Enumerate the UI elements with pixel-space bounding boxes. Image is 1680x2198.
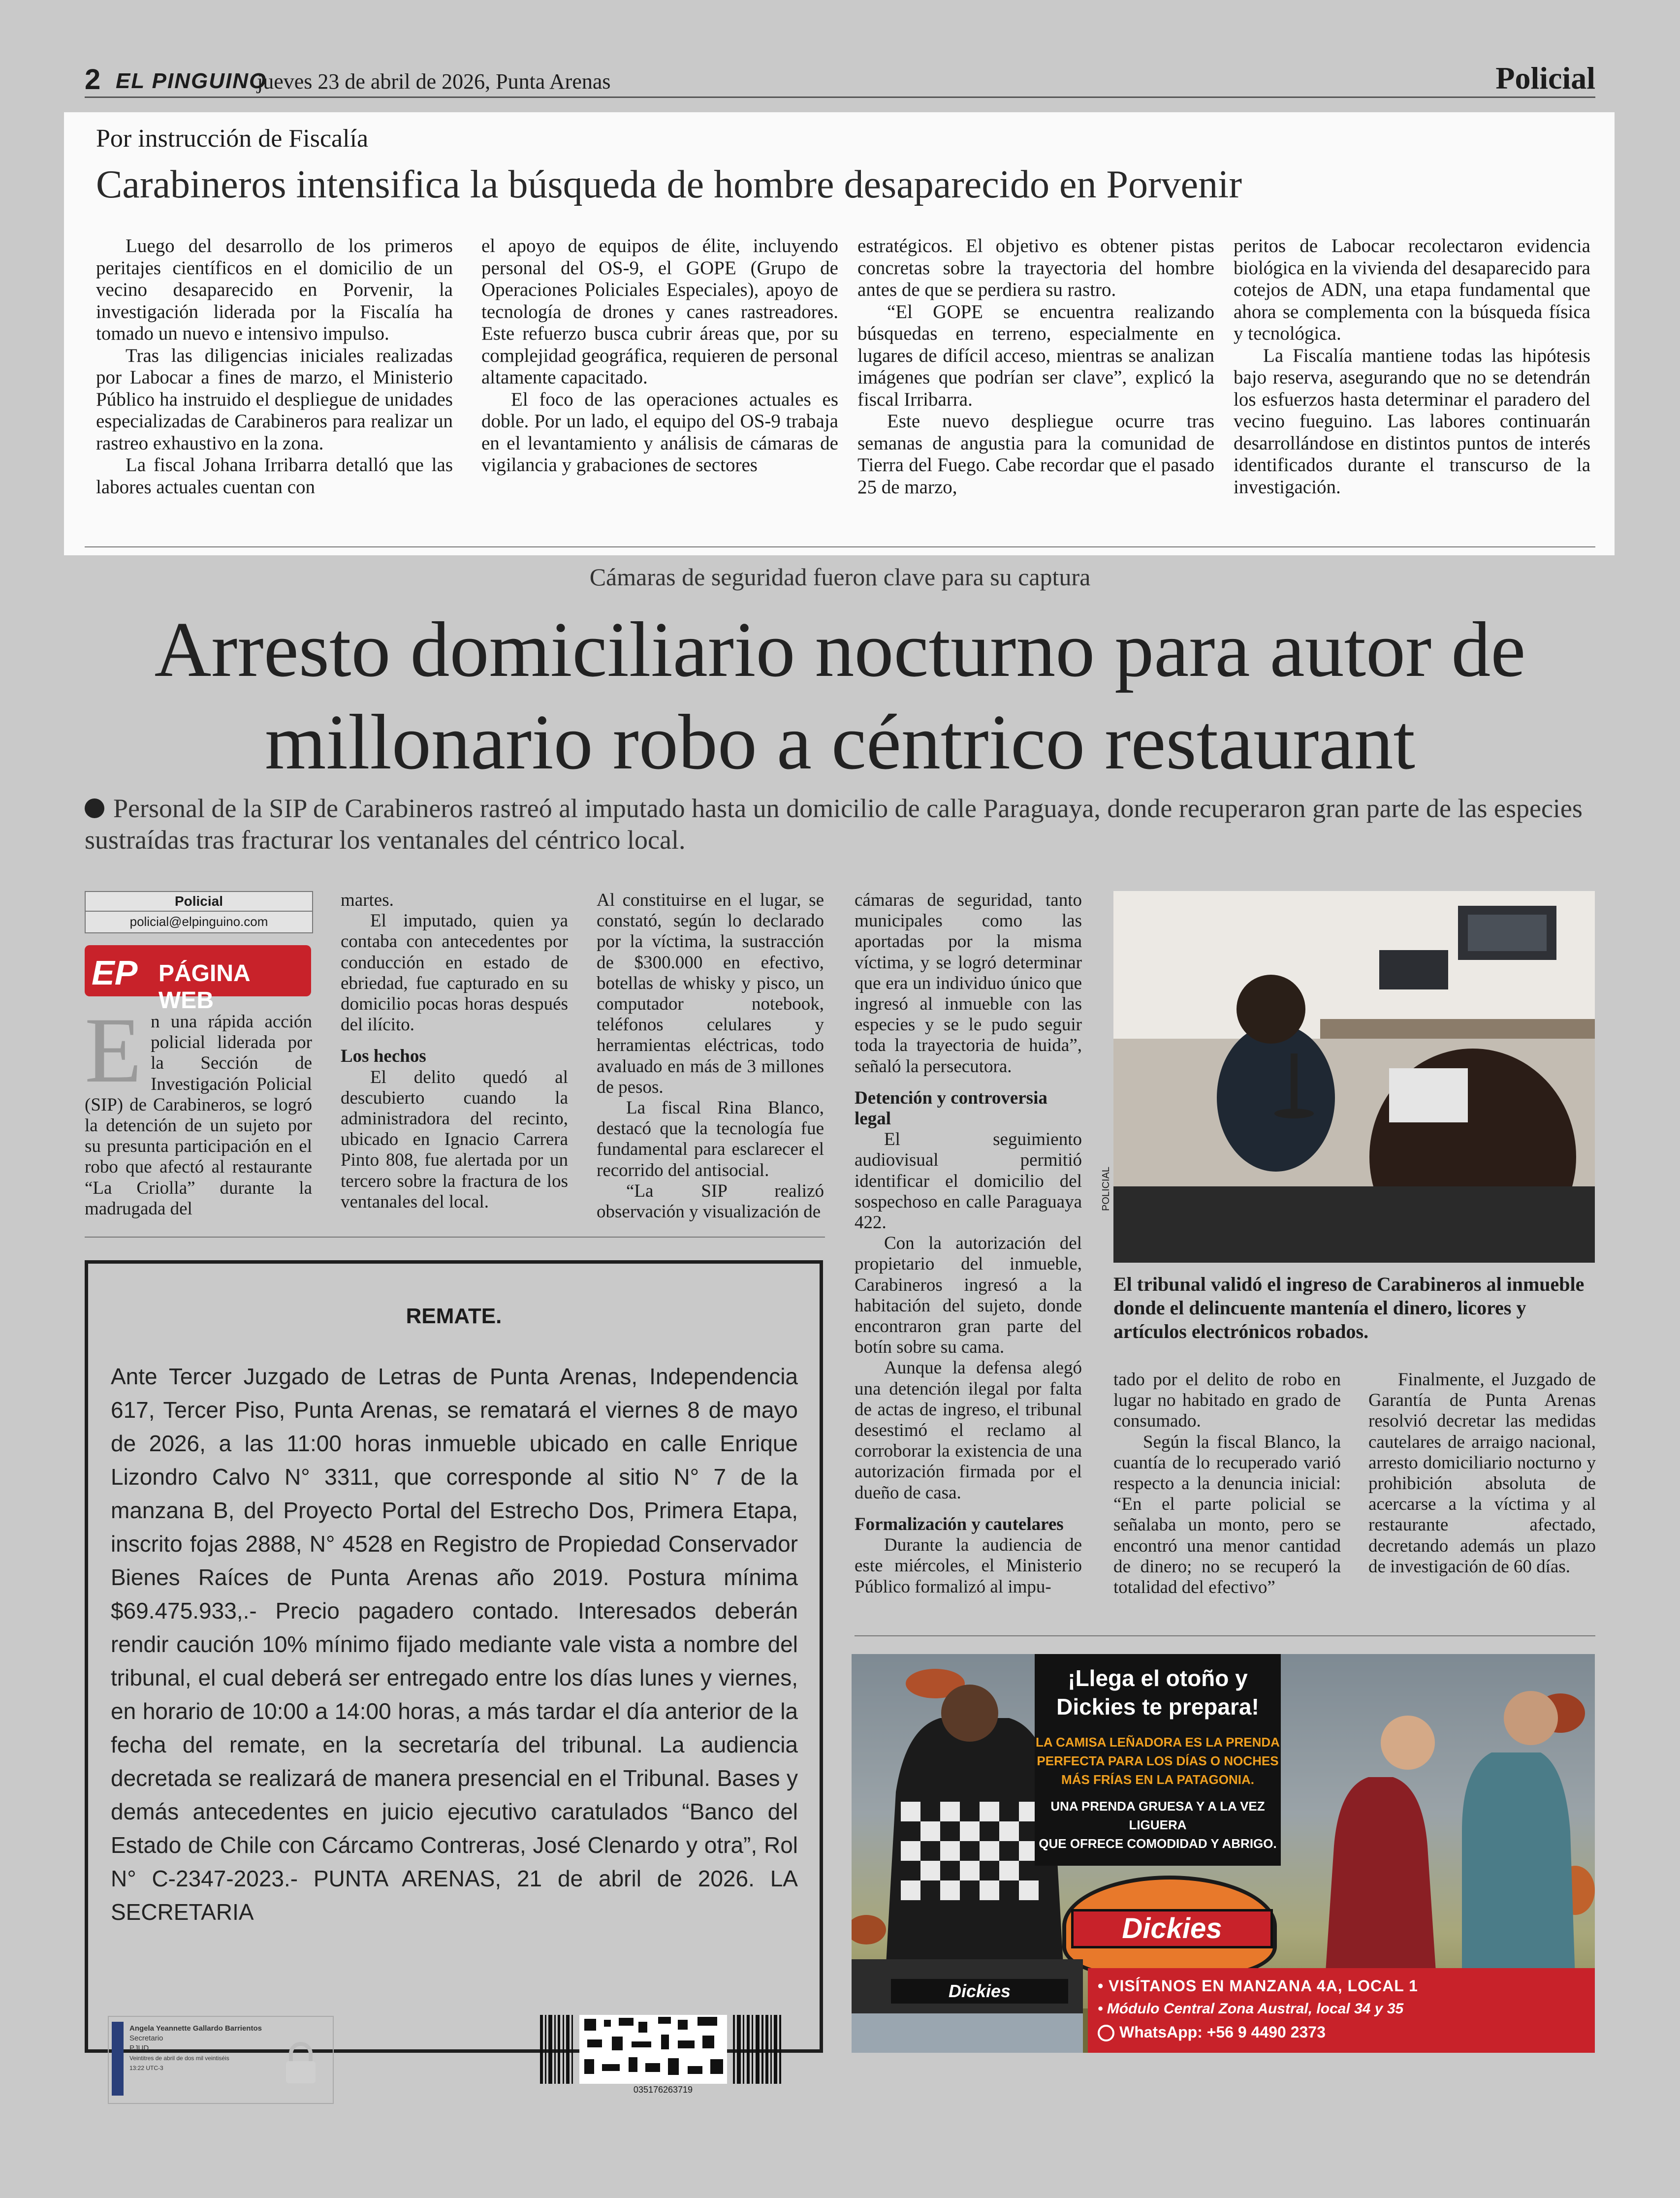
photo-credit: POLICIAL [1101, 1166, 1111, 1211]
top-article-column-4 [1234, 235, 1590, 498]
top-article-column-3 [857, 235, 1214, 498]
byline-section: Policial [86, 892, 312, 912]
main-article-headline [0, 603, 1680, 788]
paragraph: El seguimiento audiovisual permitió identificar el domicilio del sospechoso en calle Paraguaya 422. [855, 1129, 1082, 1233]
paragraph: “El GOPE se encuentra realizando búsquedas en terreno, especialmente en lugares de difícil acceso, mientras se analizan imágenes que podrían ser clave”, explicó la fiscal Irribarra. [857, 301, 1214, 410]
section-title: Policial [1495, 61, 1595, 96]
paragraph: Finalmente, el Juzgado de Garantía de Punta Arenas resolvió decretar las medidas cautelares de arraigo nacional, arresto domiciliario nocturno y prohibición absoluta de acercarse a la víctima y al restaurante afectado, decretando además un plazo de investigación de 60 días. [1368, 1370, 1596, 1577]
courtroom-photo-illustration [1113, 891, 1595, 1263]
paragraph: peritos de Labocar recolectaron evidencia biológica en la vivienda del desaparecido para cotejos de ADN, una etapa fundamental que ahora se complementa con la búsqueda física y tecnológica. [1234, 235, 1590, 344]
paragraph: Durante la audiencia de este miércoles, el Ministerio Público formalizó al impu- [855, 1535, 1082, 1597]
ad-subtext-line: LA CAMISA LEÑADORA ES LA PRENDA [1036, 1735, 1280, 1750]
byline-box [85, 891, 313, 933]
paragraph: n una rápida acción policial liderada por la Sección de Investigación Policial (SIP) de Carabineros, se logró la detención de un sujeto por su presunta participación en el robo que afectó al restaurante “La Criolla” durante la madrugada del [85, 1012, 312, 1219]
subheading: Los hechos [341, 1046, 426, 1067]
pjud-stripe-icon [112, 2022, 124, 2096]
subheading: Detención y controversia legal [855, 1087, 1047, 1129]
paragraph: La fiscal Johana Irribarra detalló que las labores actuales cuentan con [96, 454, 453, 498]
divider [85, 546, 1595, 547]
dickies-logo [1062, 1876, 1277, 1977]
store-sign: Dickies [891, 1979, 1068, 2004]
paragraph: Este nuevo despliegue ocurre tras semanas de angustia para la comunidad de Tierra del Fuego. Cabe recordar que el pasado 25 de marzo, [857, 411, 1214, 498]
courtroom-photo [1113, 891, 1595, 1263]
divider [85, 1237, 825, 1238]
paragraph: Luego del desarrollo de los primeros peritajes científicos en el domicilio de un vecino desaparecido en Porvenir, la investigación liderada por la Fiscalía ha tomado un nuevo e intensivo impulso. [96, 235, 453, 344]
ad-info-banner [1088, 1968, 1595, 2053]
main-article-column-3 [597, 890, 824, 1222]
ad-whatsapp-text: WhatsApp: +56 9 4490 2373 [1119, 2023, 1326, 2041]
date-line: jueves 23 de abril de 2026, Punta Arenas [257, 69, 611, 94]
main-article-kicker: Cámaras de seguridad fueron clave para su captura [589, 563, 1091, 591]
byline-email: policial@elpinguino.com [129, 914, 268, 929]
web-page-badge [85, 945, 311, 1014]
ad-subtext-line: PERFECTA PARA LOS DÍAS O NOCHES [1037, 1753, 1279, 1768]
dickies-logo-text: Dickies [1071, 1909, 1273, 1948]
paragraph: El delito quedó al descubierto cuando la administradora del recinto, ubicado en Ignacio Carrera Pinto 808, fue alertada por un tercero sobre la fractura de los ventanales del local. [341, 1067, 568, 1212]
top-article-column-1 [96, 235, 453, 498]
paragraph: “La SIP realizó observación y visualización de [597, 1180, 824, 1222]
sign-date: Veintitres de abril de dos mil veintiséis [129, 2055, 229, 2062]
ep-logo: EP [92, 954, 138, 992]
paragraph: La fiscal Rina Blanco, destacó que la tecnología fue fundamental para esclarecer el recorrido del antisocial. [597, 1098, 824, 1180]
ad-whatsapp [1098, 2023, 1326, 2041]
main-article-column-6 [1368, 1370, 1596, 1577]
ad-subtext-line: QUE OFRECE COMODIDAD Y ABRIGO. [1039, 1836, 1277, 1851]
dickies-advertisement [852, 1654, 1595, 2053]
sign-time: 13:22 UTC-3 [129, 2065, 163, 2071]
store-windows [852, 2013, 1083, 2053]
whatsapp-icon [1098, 2025, 1114, 2041]
main-article-lead [85, 793, 1595, 856]
newspaper-logo: EL PINGUINO [116, 69, 267, 93]
headline-line: millonario robo a céntrico restaurant [265, 698, 1415, 786]
paragraph: el apoyo de equipos de élite, incluyendo personal del OS-9, el GOPE (Grupo de Operaciones Policiales Especiales), apoyo de tecnología de drones y canes rastreadores. Este refuerzo busca cubrir áreas que, por su complejidad geográfica, requieren de personal altamente capacitado. [481, 235, 838, 388]
bullet-icon [85, 798, 104, 818]
remate-title: REMATE. [406, 1304, 502, 1328]
paragraph: La Fiscalía mantiene todas las hipótesis bajo reserva, asegurando que no se detendrán los esfuerzos hasta determinar el paradero del vecino fueguino. Las labores continuarán desarrollándose en distintos puntos de interés identificados durante el transcurso de la investigación. [1234, 345, 1590, 498]
signer-role: Secretario [129, 2034, 163, 2042]
header-rule [85, 96, 1595, 98]
signer-name: Angela Yeannette Gallardo Barrientos [129, 2024, 262, 2033]
barcode-number: 035176263719 [633, 2085, 693, 2095]
lock-icon [281, 2041, 320, 2086]
paragraph: tado por el delito de robo en lugar no habitado en grado de consumado. [1113, 1370, 1341, 1432]
legal-notice-remate [85, 1260, 823, 2095]
paragraph: Aunque la defensa alegó una detención ilegal por falta de actas de ingreso, el tribunal desestimó el reclamo al corroborar la existencia de una autorización firmada por el dueño de casa. [855, 1358, 1082, 1503]
headline-line: Arresto domiciliario nocturno para autor de [154, 605, 1526, 693]
paragraph: Al constituirse en el lugar, se constató, según lo declarado por la víctima, la sustracción de $300.000 en efectivo, botellas de whisky y pisco, un computador notebook, teléfonos celulares y herramientas eléctricas, todo avaluado en más de 3 millones de pesos. [597, 890, 824, 1097]
ad-headline-line: Dickies te prepara! [1056, 1694, 1259, 1720]
paragraph: Según la fiscal Blanco, la cuantía de lo recuperado varió respecto a la denuncia inicial: “En el parte policial se señalaba un monto, pero se encontró una menor cantidad de dinero; no se recuperó la totalidad del efectivo” [1113, 1432, 1341, 1598]
page-number: 2 [85, 64, 101, 96]
ad-headline-panel [1035, 1654, 1281, 1866]
photo-caption: El tribunal validó el ingreso de Carabineros al inmueble donde el delincuente mantenía el dinero, licores y artículos electrónicos robados. [1113, 1273, 1585, 1342]
top-article-headline: Carabineros intensifica la búsqueda de hombre desaparecido en Porvenir [96, 163, 1242, 206]
main-article-column-2 [341, 890, 568, 1212]
ad-subtext-line: UNA PRENDA GRUESA Y A LA VEZ LIGUERA [1050, 1799, 1265, 1832]
paragraph: cámaras de seguridad, tanto municipales como las aportadas por la misma víctima, y se logró determinar que era un individuo único que ingresó al inmueble con las especies y se le pudo seguir toda la trayectoria de huida”, señaló la persecutora. [855, 890, 1082, 1077]
remate-body: Ante Tercer Juzgado de Letras de Punta Arenas, Independencia 617, Tercer Piso, Punta Arenas, se rematará el viernes 8 de mayo de 2026, a las 11:00 horas inmueble ubicado en calle Enrique Lizondro Calvo N° 3311, que corresponde al sitio N° 7 de la manzana B, del Proyecto Portal del Estrecho Dos, Primera Etapa, inscrito fojas 2888, N° 4528 en Registro de Propiedad Conservador Bienes Raíces de Punta Arenas año 2019. Postura mínima $69.475.933,.- Precio pagadero contado. Interesados deberán rendir caución 10% mínimo fijado mediante vale vista a nombre del tribunal, el cual deberá ser entregado entre los días lunes y viernes, en horario de 10:00 a 14:00 horas, a más tardar el día anterior de la fecha del remate, en la secretaría del tribunal. La audiencia decretada se realizará de manera presencial en el Tribunal. Bases y demás antecedentes en juicio ejecutivo caratulados “Banco del Estado de Chile con Cárcamo Contreras, José Clenardo y otra”, Rol N° C-2347-2023.- PUNTA ARENAS, 21 de abril de 2026. LA SECRETARIA [111, 1364, 798, 1925]
paragraph: Tras las diligencias iniciales realizadas por Labocar a fines de marzo, el Ministerio Público ha instruido el despliegue de unidades especializadas de Carabineros para realizar un rastreo exhaustivo en la zona. [96, 345, 453, 454]
main-article-column-5 [1113, 1370, 1341, 1598]
top-article-column-2 [481, 235, 838, 477]
main-article-column-4 [855, 890, 1082, 1597]
ad-location: • Módulo Central Zona Austral, local 34 y 35 [1098, 2001, 1404, 2017]
signature-box [108, 2016, 334, 2104]
store-front [852, 1959, 1083, 2053]
ad-address: • VISÍTANOS EN MANZANA 4A, LOCAL 1 [1098, 1977, 1418, 1995]
subheading: Formalización y cautelares [855, 1514, 1064, 1534]
paragraph: El foco de las operaciones actuales es doble. Por un lado, el equipo del OS-9 trabaja en el levantamiento y análisis de cámaras de vigilancia y grabaciones de sectores [481, 388, 838, 476]
divider [855, 1635, 1595, 1636]
paragraph: martes. [341, 890, 394, 910]
lead-text: Personal de la SIP de Carabineros rastreó al imputado hasta un domicilio de calle Paraguaya, donde recuperaron gran parte de las especies sustraídas tras fracturar los ventanales del céntrico local. [85, 794, 1583, 855]
ad-headline-line: ¡Llega el otoño y [1068, 1665, 1248, 1691]
web-page-label: PÁGINA WEB [158, 960, 250, 1014]
paragraph: Con la autorización del propietario del inmueble, Carabineros ingresó a la habitación del sujeto, donde encontraron gran parte del botín sobre su cama. [855, 1233, 1082, 1358]
top-article-kicker: Por instrucción de Fiscalía [96, 125, 369, 153]
main-article-column-1 [85, 999, 312, 1219]
paragraph: El imputado, quien ya contaba con antecedentes por conducción en estado de ebriedad, fue capturado en su domicilio pocas horas después del ilícito. [341, 911, 568, 1035]
drop-cap: E [85, 999, 142, 1102]
ad-subtext-line: MÁS FRÍAS EN LA PATAGONIA. [1061, 1772, 1254, 1787]
paragraph: estratégicos. El objetivo es obtener pistas concretas sobre la trayectoria del hombre antes de que se perdiera su rastro. [857, 235, 1214, 300]
signer-org: PJUD [129, 2044, 149, 2052]
